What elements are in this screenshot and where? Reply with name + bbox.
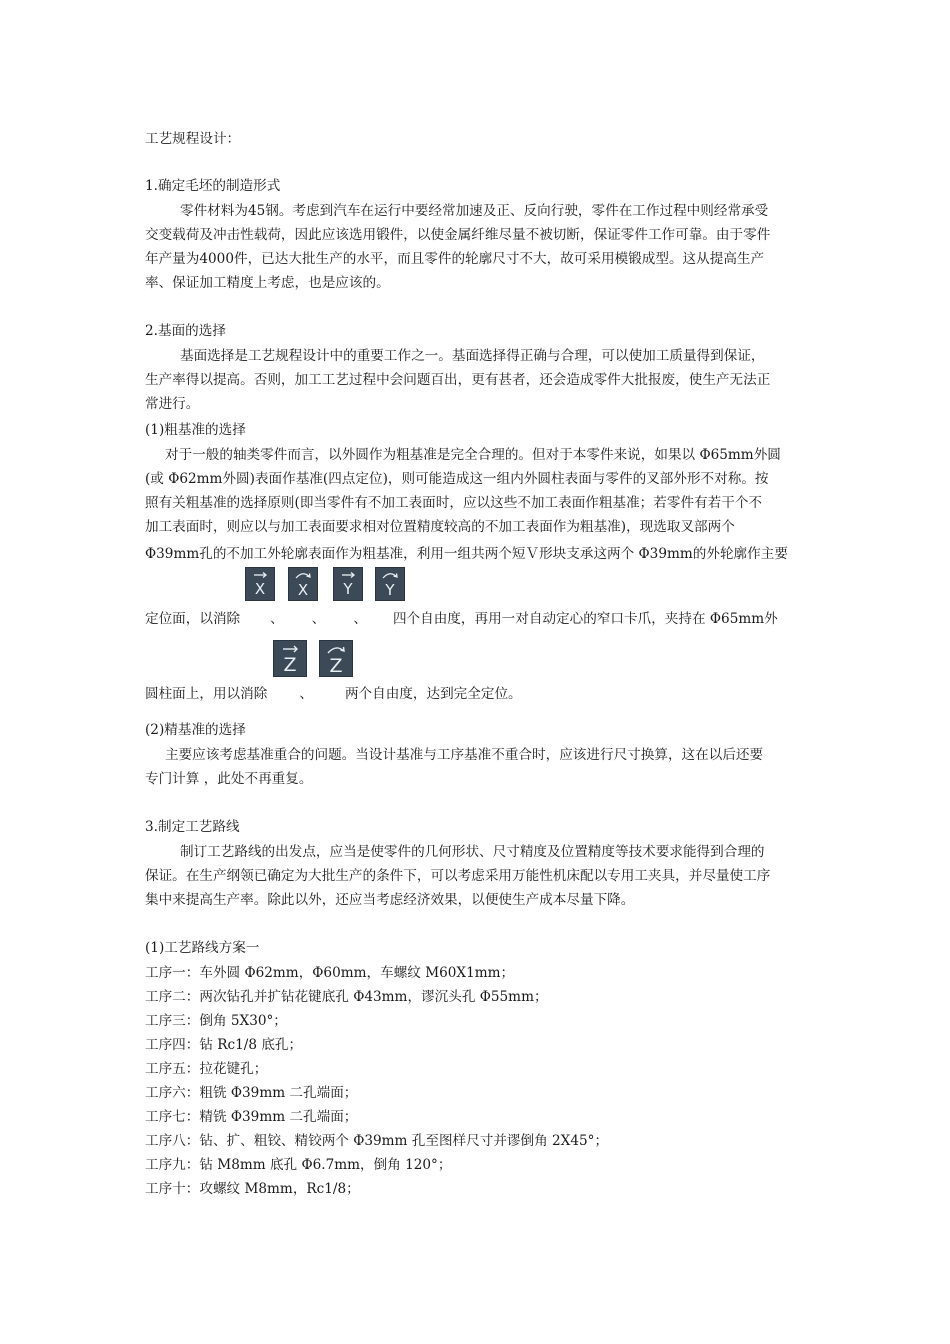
x-rotate-icon <box>288 567 318 601</box>
subheading-route-plan-1: (1)工艺路线方案一 <box>145 940 260 956</box>
paragraph-line-with-symbols <box>145 685 522 703</box>
process-step: 工序十：攻螺纹 M8mm，Rc1/8； <box>145 1181 360 1197</box>
section-2-heading: 2.基面的选择 <box>145 323 226 339</box>
paragraph-line: 零件材料为45钢。考虑到汽车在运行中要经常加速及正、反向行驶，零件在工作过程中则经常承受 <box>180 203 769 219</box>
process-step: 工序二：两次钻孔并扩钻花键底孔 Φ43mm，谬沉头孔 Φ55mm； <box>145 989 548 1005</box>
subheading-fine-datum: (2)精基准的选择 <box>145 722 246 738</box>
symbol-letter: Y <box>385 581 395 599</box>
text-segment: 定位面，以消除 <box>145 611 241 627</box>
section-1-heading: 1.确定毛坯的制造形式 <box>145 178 281 194</box>
symbol-letter: Y <box>343 580 353 598</box>
symbol-letter: X <box>254 580 266 598</box>
process-step: 工序七：精铣 Φ39mm 二孔端面； <box>145 1109 358 1125</box>
paragraph-line: (或 Φ62mm外圆)表面作基准(四点定位)，则可能造成这一组内外圆柱表面与零件的叉部外形不对称。按 <box>145 471 769 487</box>
subheading-rough-datum: (1)粗基准的选择 <box>145 422 246 438</box>
paragraph-line: 生产率得以提高。否则，加工工艺过程中会问题百出，更有甚者，还会造成零件大批报废，使生产无法正 <box>145 372 771 388</box>
doc-title: 工艺规程设计： <box>145 131 241 147</box>
paragraph-line: 基面选择是工艺规程设计中的重要工作之一。基面选择得正确与合理，可以使加工质量得到保证， <box>180 348 765 364</box>
paragraph-line-with-symbols <box>145 610 778 628</box>
text-segment: 圆柱面上，用以消除 <box>145 686 268 702</box>
text-segment: 、 <box>299 686 313 702</box>
paragraph-line: 保证。在生产纲领已确定为大批生产的条件下，可以考虑采用万能性机床配以专用工夹具，并尽量使工序 <box>145 868 771 884</box>
process-step: 工序四：钻 Rc1/8 底孔； <box>145 1037 303 1053</box>
text-segment: 两个自由度，达到完全定位。 <box>344 686 522 702</box>
paragraph-line: 年产量为4000件，已达大批生产的水平，而且零件的轮廓尺寸不大，故可采用模锻成型。这从提高生产 <box>145 251 765 267</box>
section-3-heading: 3.制定工艺路线 <box>145 819 240 835</box>
paragraph-line: 专门计算 ，此处不再重复。 <box>145 771 313 787</box>
z-rotate-icon <box>319 640 353 677</box>
process-step: 工序五：拉花键孔； <box>145 1061 268 1077</box>
process-step: 工序一：车外圆 Φ62mm，Φ60mm，车螺纹 M60X1mm； <box>145 965 515 981</box>
symbol-letter: X <box>297 581 309 599</box>
text-segment: 、 <box>270 611 284 627</box>
paragraph-line: 集中来提高生产率。除此以外，还应当考虑经济效果，以便使生产成本尽量下降。 <box>145 892 635 908</box>
paragraph-line: 制订工艺路线的出发点，应当是使零件的几何形状、尺寸精度及位置精度等技术要求能得到合理的 <box>180 844 765 860</box>
symbol-letter: Z <box>283 654 297 676</box>
process-step: 工序三：倒角 5X30°； <box>145 1013 287 1029</box>
paragraph-line: 加工表面时，则应以与加工表面要求相对位置精度较高的不加工表面作为粗基准)，现选取叉部两个 <box>145 519 735 535</box>
y-translate-icon <box>333 567 363 601</box>
text-segment: 四个自由度，再用一对自动定心的窄口卡爪，夹持在 Φ65mm外 <box>392 611 778 627</box>
paragraph-line: 对于一般的轴类零件而言，以外圆作为粗基准是完全合理的。但对于本零件来说，如果以 Φ65mm外圆 <box>165 447 781 463</box>
process-step: 工序八：钻、扩、粗铰、精铰两个 Φ39mm 孔至图样尺寸并谬倒角 2X45°； <box>145 1133 609 1149</box>
symbol-letter: Z <box>329 655 343 676</box>
text-segment: 、 <box>353 611 367 627</box>
process-step: 工序九：钻 M8mm 底孔 Φ6.7mm，倒角 120°； <box>145 1157 452 1173</box>
text-segment: 、 <box>311 611 326 627</box>
z-translate-icon <box>273 640 307 677</box>
paragraph-line: 常进行。 <box>145 396 200 412</box>
process-step: 工序六：粗铣 Φ39mm 二孔端面； <box>145 1085 358 1101</box>
x-translate-icon <box>245 567 275 601</box>
y-rotate-icon <box>375 567 405 601</box>
paragraph-line: 交变载荷及冲击性载荷，因此应该选用锻件，以使金属纤维尽量不被切断，保证零件工作可靠。由于零件 <box>145 227 771 243</box>
paragraph-line: 照有关粗基准的选择原则(即当零件有不加工表面时，应以这些不加工表面作粗基准；若零件有若干个不 <box>145 495 763 511</box>
paragraph-line: Φ39mm孔的不加工外轮廓表面作为粗基准，利用一组共两个短Ｖ形块支承这两个 Φ39mm的外轮廓作主要 <box>145 546 788 562</box>
paragraph-line: 率、保证加工精度上考虑，也是应该的。 <box>145 275 390 291</box>
paragraph-line: 主要应该考虑基准重合的问题。当设计基准与工序基准不重合时，应该进行尺寸换算，这在以后还要 <box>165 747 764 763</box>
